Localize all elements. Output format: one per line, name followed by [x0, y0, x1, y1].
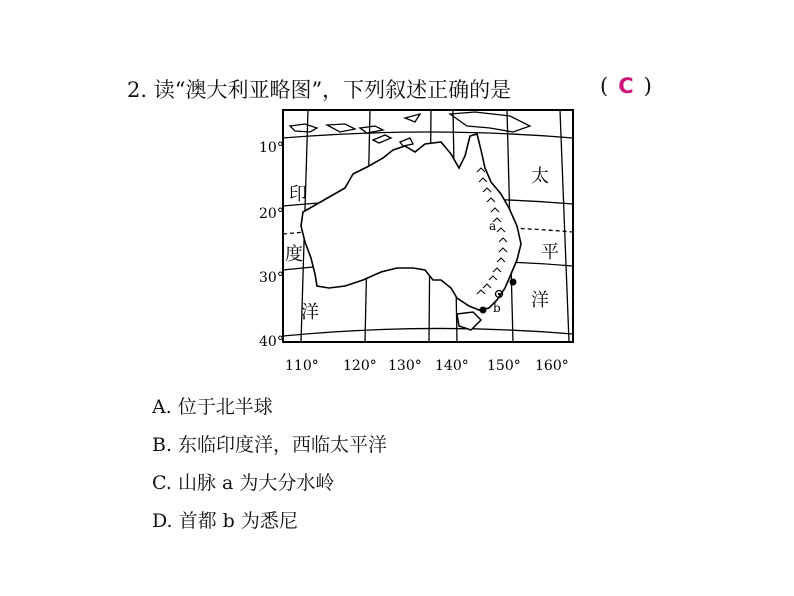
option-a: A. 位于北半球 — [152, 396, 273, 418]
option-d: D. 首都 b 为悉尼 — [152, 510, 298, 532]
answer-slot — [600, 74, 652, 98]
lon-label-130: 130° — [388, 358, 422, 374]
island-6 — [400, 138, 413, 146]
lat-line-40 — [283, 328, 573, 336]
island-1 — [290, 124, 317, 132]
ocean-pacific-char-1: 太 — [531, 166, 549, 187]
island-5 — [405, 114, 420, 122]
ocean-indian-char-1: 印 — [289, 184, 307, 205]
ocean-pacific-char-3: 洋 — [531, 290, 549, 311]
island-2 — [327, 124, 355, 132]
ocean-indian-char-2: 度 — [285, 244, 303, 265]
australia-map — [245, 108, 575, 378]
lat-line-10 — [283, 132, 573, 138]
island-4 — [373, 135, 391, 143]
label-point-a: a — [489, 219, 497, 233]
lat-label-30: 30° — [259, 270, 284, 286]
option-b: B. 东临印度洋，西临太平洋 — [152, 434, 388, 456]
new-guinea — [450, 112, 530, 132]
lon-label-160: 160° — [535, 358, 569, 374]
answer-letter: C — [618, 74, 634, 98]
island-3 — [360, 126, 383, 133]
answer-close-paren: ) — [643, 74, 652, 98]
ocean-pacific-char-2: 平 — [541, 242, 559, 263]
answer-open-paren: ( — [600, 74, 609, 98]
lat-label-20: 20° — [259, 206, 284, 222]
city-dot-melbourne — [480, 307, 487, 314]
northern-islands — [290, 112, 530, 146]
lon-label-110: 110° — [285, 358, 319, 374]
city-dot-canberra-center — [498, 293, 500, 295]
tasmania — [457, 312, 481, 330]
lon-label-140: 140° — [435, 358, 469, 374]
lat-label-40: 40° — [259, 334, 284, 350]
ocean-indian-char-3: 洋 — [301, 302, 319, 323]
question-text: 2. 读“澳大利亚略图”，下列叙述正确的是 — [127, 78, 512, 102]
map-svg — [245, 108, 575, 378]
australia-mainland — [301, 134, 521, 310]
option-c: C. 山脉 a 为大分水岭 — [152, 472, 335, 494]
city-dot-sydney — [510, 279, 517, 286]
lon-line-160 — [560, 110, 569, 342]
label-point-b: b — [493, 301, 501, 315]
lon-label-150: 150° — [487, 358, 521, 374]
lon-label-120: 120° — [343, 358, 377, 374]
lat-label-10: 10° — [259, 140, 284, 156]
answer-options — [152, 388, 387, 540]
